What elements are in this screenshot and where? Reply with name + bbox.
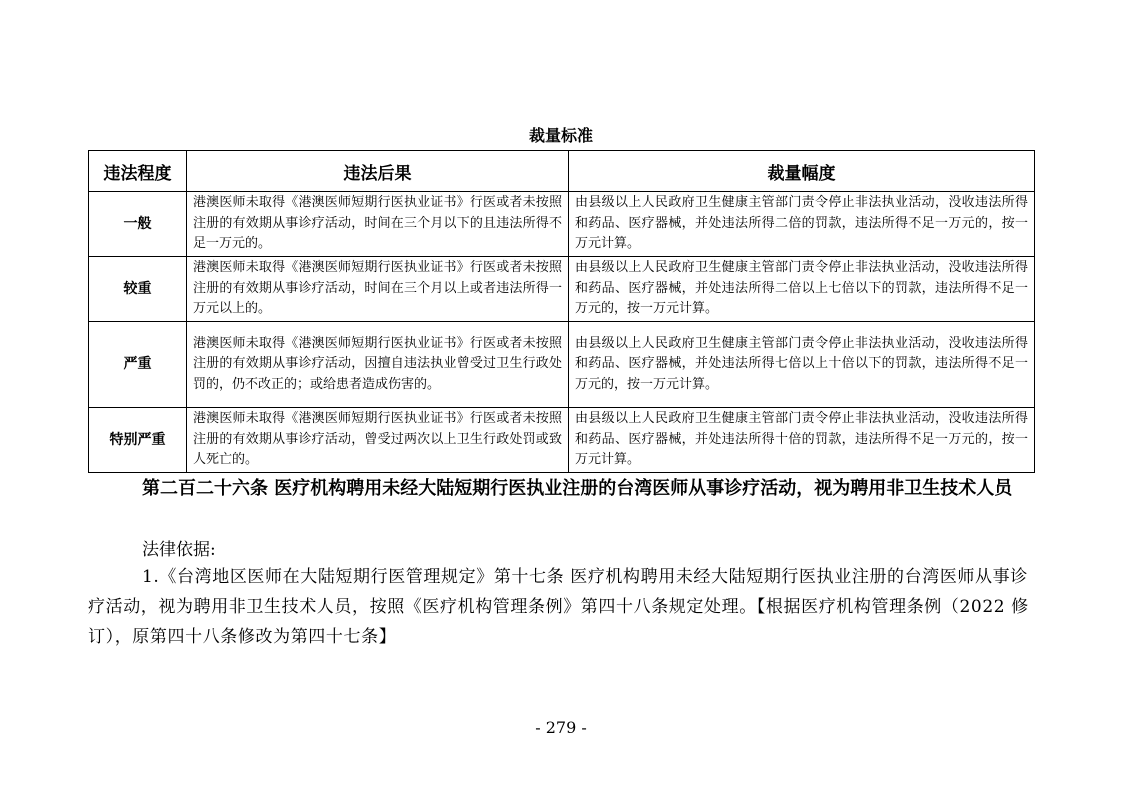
article-heading: 第二百二十六条 医疗机构聘用未经大陆短期行医执业注册的台湾医师从事诊疗活动，视为聘用非卫生技术人员 bbox=[142, 478, 1013, 499]
consequence-cell: 港澳医师未取得《港澳医师短期行医执业证书》行医或者未按照注册的有效期从事诊疗活动，时间在三个月以下的且违法所得不足一万元的。 bbox=[187, 192, 569, 257]
consequence-cell: 港澳医师未取得《港澳医师短期行医执业证书》行医或者未按照注册的有效期从事诊疗活动，曾受过两次以上卫生行政处罚或致人死亡的。 bbox=[187, 408, 569, 473]
violation-level-cell: 较重 bbox=[89, 257, 187, 322]
legal-basis-label: 法律依据: bbox=[142, 540, 216, 560]
table-row bbox=[89, 408, 1035, 473]
penalty-cell: 由县级以上人民政府卫生健康主管部门责令停止非法执业活动，没收违法所得和药品、医疗器械，并处违法所得十倍的罚款，违法所得不足一万元的，按一万元计算。 bbox=[569, 408, 1035, 473]
penalty-standard-table bbox=[88, 150, 1035, 473]
consequence-cell: 港澳医师未取得《港澳医师短期行医执业证书》行医或者未按照注册的有效期从事诊疗活动，时间在三个月以上或者违法所得一万元以上的。 bbox=[187, 257, 569, 322]
table-header-row bbox=[89, 151, 1035, 192]
table-row bbox=[89, 257, 1035, 322]
violation-level-cell: 特别严重 bbox=[89, 408, 187, 473]
page-number: - 279 - bbox=[535, 718, 587, 737]
violation-level-cell: 一般 bbox=[89, 192, 187, 257]
header-violation-consequence: 违法后果 bbox=[187, 151, 569, 192]
table-row bbox=[89, 322, 1035, 408]
violation-level-cell: 严重 bbox=[89, 322, 187, 408]
penalty-cell: 由县级以上人民政府卫生健康主管部门责令停止非法执业活动，没收违法所得和药品、医疗器械，并处违法所得二倍的罚款，违法所得不足一万元的，按一万元计算。 bbox=[569, 192, 1035, 257]
header-violation-level: 违法程度 bbox=[89, 151, 187, 192]
header-penalty-range: 裁量幅度 bbox=[569, 151, 1035, 192]
penalty-cell: 由县级以上人民政府卫生健康主管部门责令停止非法执业活动，没收违法所得和药品、医疗器械，并处违法所得七倍以上十倍以下的罚款，违法所得不足一万元的，按一万元计算。 bbox=[569, 322, 1035, 408]
table-row bbox=[89, 192, 1035, 257]
penalty-cell: 由县级以上人民政府卫生健康主管部门责令停止非法执业活动，没收违法所得和药品、医疗器械，并处违法所得二倍以上七倍以下的罚款，违法所得不足一万元的，按一万元计算。 bbox=[569, 257, 1035, 322]
consequence-cell: 港澳医师未取得《港澳医师短期行医执业证书》行医或者未按照注册的有效期从事诊疗活动，因擅自违法执业曾受过卫生行政处罚的，仍不改正的；或给患者造成伤害的。 bbox=[187, 322, 569, 408]
table-title: 裁量标准 bbox=[528, 126, 593, 145]
legal-basis-item: 1.《台湾地区医师在大陆短期行医管理规定》第十七条 医疗机构聘用未经大陆短期行医执业注册的台湾医师从事诊疗活动，视为聘用非卫生技术人员，按照《医疗机构管理条例》第四十八条规定处理。【根据医疗机构管理条例（2022 修订），原第四十八条修改为第四十七条】 bbox=[88, 567, 1029, 647]
